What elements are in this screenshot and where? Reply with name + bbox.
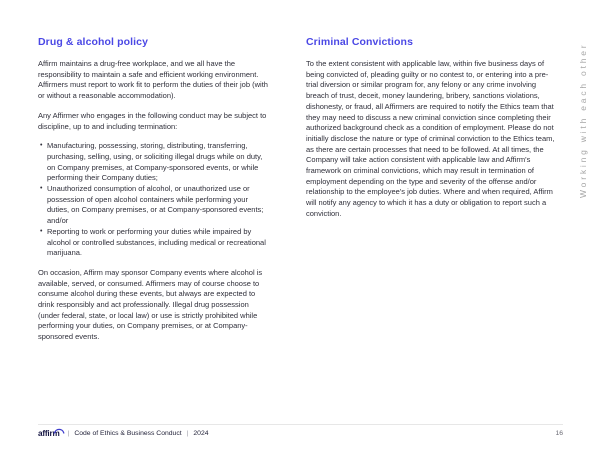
section-criminal-convictions	[306, 36, 557, 229]
footer-year: 2024	[193, 430, 209, 437]
footer-separator: |	[186, 430, 189, 437]
affirm-logo-arc-icon	[53, 426, 65, 434]
page-footer	[38, 429, 563, 438]
conduct-bullet-list	[38, 141, 271, 259]
footer-doc-title: Code of Ethics & Business Conduct	[74, 430, 182, 437]
paragraph-company-events: On occasion, Affirm may sponsor Company events where alcohol is available, served, or consumed. Affirmers may of course choose to consume alcohol during these events, but always are expected to drink responsibly and act professionally. Illegal drug possession (under federal, state, or local law) or use is strictly prohibited while performing your duties, on Company premises, or at Company-sponsored events.	[38, 267, 263, 342]
section-heading-drug-alcohol: Drug & alcohol policy	[38, 36, 149, 48]
section-heading-criminal-convictions: Criminal Convictions	[306, 36, 414, 48]
paragraph-criminal-convictions: To the extent consistent with applicable law, within five business days of being convicted of, pleading guilty or no contest to, or entering into a pre-trial diversion or similar program for, any felony or any crime involving breach of trust, deceit, money laundering, bribery, sanctions violations, dishonesty, or fraud, all Affirmers are required to notify the Ethics team that they may need to discuss a new criminal conviction since completing their authorized background check as a condition of employment. Please do not initially disclose the nature or type of criminal conviction to the Ethics team, as there are certain processes that need to be followed. At all times, the Company will take action consistent with applicable law and Affirm's framework on criminal convictions, which may result in termination of employment depending on the type and severity of the offense and/or relationship to the employee's job duties. Where and when required, Affirm will notify any agency to which it has a duty or obligation to report such a conviction.	[306, 59, 555, 218]
footer-separator: |	[67, 430, 70, 437]
affirm-logo	[38, 429, 63, 438]
paragraph-drug-policy-intro: Affirm maintains a drug-free workplace, and we all have the responsibility to maintain a safe and efficient working environment. Affirmers must report to work fit to perform the duties of their job (with or without a reasonable accommodation).	[38, 59, 268, 101]
affirm-logo-wordmark: affirm	[38, 429, 60, 438]
page-number: 16	[555, 430, 563, 437]
bullet-item: • Unauthorized consumption of alcohol, or unauthorized use or possession of open alcohol containers while performing your duties, on Company premises, or at Company-sponsored events; and/or	[40, 184, 271, 227]
bullet-item: • Manufacturing, possessing, storing, distributing, transferring, purchasing, selling, using, or soliciting illegal drugs while on duty, on Company premises, at Company-sponsored events, or while performing their Company duties;	[40, 141, 271, 184]
footer-left-group	[38, 429, 209, 438]
chapter-vertical-label: Working with each other	[578, 42, 588, 198]
paragraph-conduct-lead-in: Any Affirmer who engages in the following conduct may be subject to discipline, up to and including termination:	[38, 110, 267, 131]
bullet-item: • Reporting to work or performing your duties while impaired by alcohol or controlled substances, including medical or recreational marijuana.	[40, 227, 271, 259]
section-drug-alcohol-policy	[38, 36, 271, 352]
footer-divider	[38, 424, 563, 425]
